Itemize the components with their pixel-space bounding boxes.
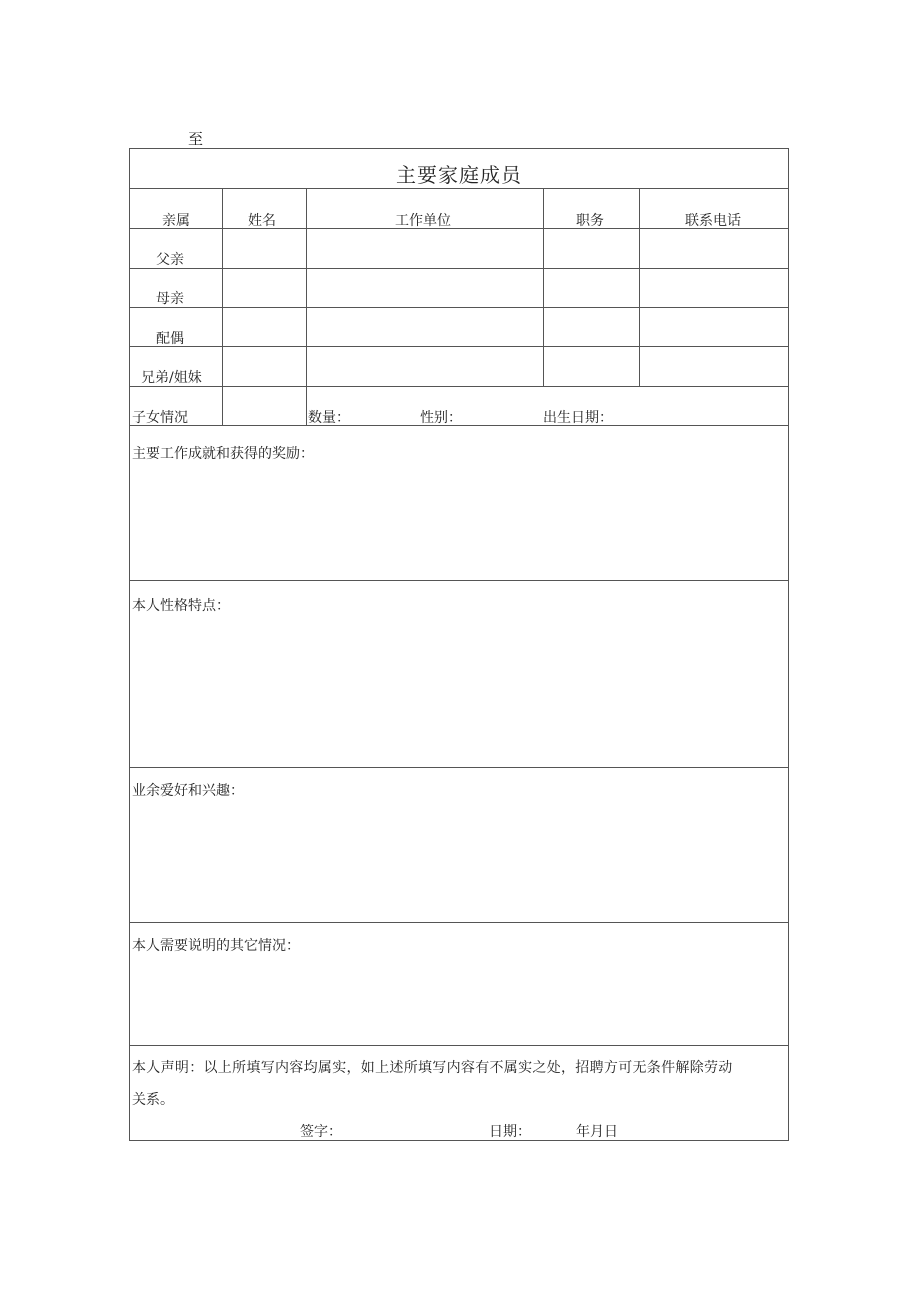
relation-father: 父亲 (156, 252, 184, 268)
declaration-line-2: 关系。 (132, 1092, 174, 1108)
rule-after-mother (130, 307, 788, 308)
col-header-name: 姓名 (248, 213, 276, 229)
date-suffix: 年月日 (576, 1124, 618, 1140)
children-count-label: 数量： (308, 410, 350, 426)
relation-spouse: 配偶 (156, 331, 184, 347)
col-header-relation: 亲属 (162, 213, 190, 229)
children-gender-label: 性别： (420, 410, 462, 426)
family-title: 主要家庭成员 (396, 163, 522, 187)
achievements-label: 主要工作成就和获得的奖励： (132, 446, 314, 462)
relation-mother: 母亲 (156, 291, 184, 307)
col-header-phone: 联系电话 (685, 213, 741, 229)
signature-label: 签字： (300, 1124, 342, 1140)
col-header-position: 职务 (576, 213, 604, 229)
col-header-employer: 工作单位 (395, 213, 451, 229)
personality-label: 本人性格特点： (132, 598, 230, 614)
hobbies-label: 业余爱好和兴趣： (132, 783, 244, 799)
rule-after-father (130, 268, 788, 269)
col-divider-3 (543, 188, 544, 386)
rule-after-siblings (130, 386, 788, 387)
application-form (129, 148, 789, 1141)
rule-after-title (130, 188, 788, 189)
top-char: 至 (188, 130, 204, 148)
date-label: 日期： (489, 1124, 531, 1140)
col-divider-1 (222, 188, 223, 425)
rule-after-hobbies (130, 922, 788, 923)
col-divider-4 (639, 188, 640, 386)
col-divider-2 (306, 188, 307, 425)
children-label: 子女情况 (132, 410, 188, 426)
relation-siblings: 兄弟/姐妹 (141, 370, 202, 386)
rule-after-achievements (130, 580, 788, 581)
declaration-line-1: 本人声明：以上所填写内容均属实，如上述所填写内容有不属实之处，招聘方可无条件解除劳动 (132, 1060, 733, 1076)
other-label: 本人需要说明的其它情况： (132, 938, 300, 954)
rule-after-other (130, 1045, 788, 1046)
children-birth-label: 出生日期： (543, 410, 613, 426)
rule-after-personality (130, 767, 788, 768)
rule-after-spouse (130, 346, 788, 347)
